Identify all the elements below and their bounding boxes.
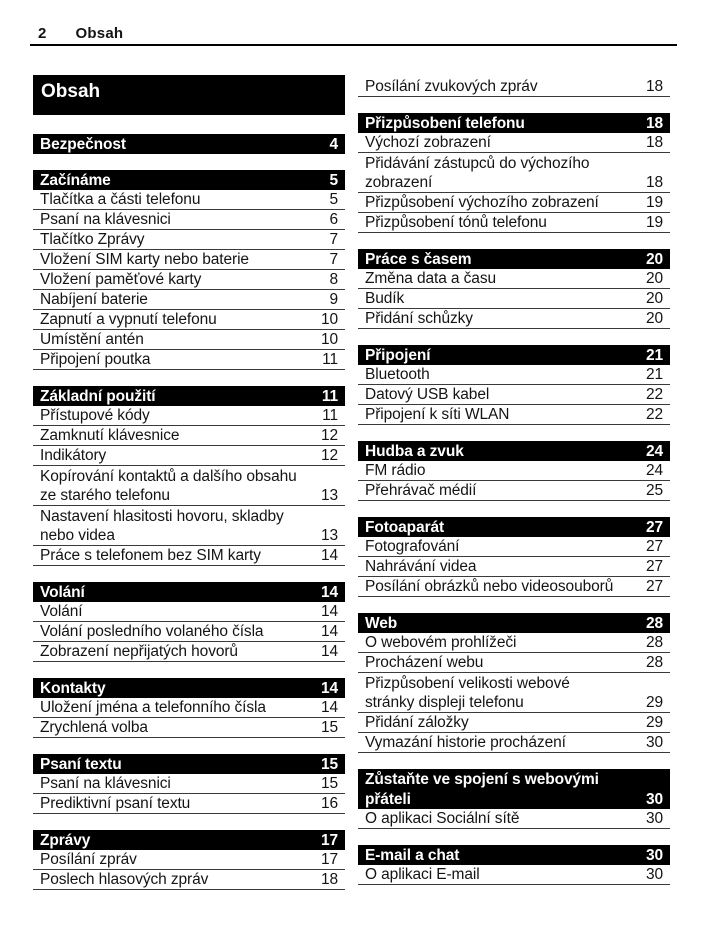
- toc-entry[interactable]: [33, 466, 345, 486]
- entry-page-number: 13: [320, 487, 338, 504]
- entry-page-number: 24: [645, 462, 663, 479]
- entry-title: Přidání záložky: [365, 714, 469, 731]
- entry-title: Přístupové kódy: [40, 407, 150, 424]
- entry-page-number: 11: [322, 407, 338, 424]
- entry-title: Přehrávač médií: [365, 482, 477, 499]
- section-title: Práce s časem: [365, 251, 472, 268]
- section-title: Web: [365, 615, 398, 632]
- page-header-title: Obsah: [75, 25, 124, 42]
- entry-title: Výchozí zobrazení: [365, 134, 491, 151]
- toc-entry[interactable]: [33, 426, 345, 446]
- entry-title: O webovém prohlížeči: [365, 634, 517, 651]
- toc-section: [33, 134, 345, 154]
- toc-entry[interactable]: [33, 546, 345, 566]
- entry-title: Přidávání zástupců do výchozího: [365, 155, 590, 172]
- toc-section: [33, 170, 345, 370]
- toc-entry[interactable]: [358, 461, 670, 481]
- entry-page-number: 8: [329, 271, 338, 288]
- entry-page-number: 28: [645, 634, 663, 651]
- entry-title: Umístění antén: [40, 331, 144, 348]
- entry-title: Zrychlená volba: [40, 719, 148, 736]
- section-page-number: 5: [329, 172, 338, 189]
- entry-page-number: 19: [645, 214, 663, 231]
- toc-entry[interactable]: [358, 173, 670, 193]
- entry-title: Volání: [40, 603, 83, 620]
- entry-title: O aplikaci E-mail: [365, 866, 480, 883]
- toc-entry[interactable]: [33, 774, 345, 794]
- toc-entry[interactable]: [33, 506, 345, 526]
- entry-page-number: 27: [645, 578, 663, 595]
- section-page-number: 27: [645, 519, 663, 536]
- entry-title: nebo videa: [40, 527, 115, 544]
- entry-title: Zapnutí a vypnutí telefonu: [40, 311, 217, 328]
- toc-section: [358, 613, 670, 753]
- toc-section-header[interactable]: [358, 441, 670, 461]
- toc-section: [358, 845, 670, 885]
- toc-section-header[interactable]: [358, 845, 670, 865]
- entry-title: Přizpůsobení výchozího zobrazení: [365, 194, 599, 211]
- entry-title: Budík: [365, 290, 405, 307]
- section-title: Psaní textu: [40, 756, 122, 773]
- toc-entry[interactable]: [358, 557, 670, 577]
- page-number: 2: [38, 25, 47, 42]
- toc-entry[interactable]: [33, 230, 345, 250]
- entry-page-number: 27: [645, 538, 663, 555]
- entry-title: O aplikaci Sociální sítě: [365, 810, 520, 827]
- toc-entry[interactable]: [358, 133, 670, 153]
- entry-page-number: 5: [329, 191, 338, 208]
- toc-entry[interactable]: [33, 698, 345, 718]
- section-title: Bezpečnost: [40, 136, 126, 153]
- entry-page-number: 20: [645, 290, 663, 307]
- entry-page-number: 10: [320, 311, 338, 328]
- entry-page-number: 29: [645, 694, 663, 711]
- toc-section: [33, 754, 345, 814]
- entry-title: Tlačítka a části telefonu: [40, 191, 201, 208]
- toc-section: [358, 113, 670, 233]
- section-page-number: 17: [320, 832, 338, 849]
- toc-section-header[interactable]: [358, 613, 670, 633]
- entry-page-number: 21: [645, 366, 663, 383]
- toc-section-header[interactable]: [358, 769, 670, 789]
- entry-page-number: 9: [329, 291, 338, 308]
- toc-section-header[interactable]: [33, 170, 345, 190]
- toc-section-header[interactable]: [33, 386, 345, 406]
- section-page-number: 14: [320, 584, 338, 601]
- toc-entry[interactable]: [33, 486, 345, 506]
- entry-page-number: 14: [320, 623, 338, 640]
- entry-page-number: 15: [320, 719, 338, 736]
- entry-page-number: 12: [320, 427, 338, 444]
- entry-title: stránky displeji telefonu: [365, 694, 524, 711]
- toc-section-header[interactable]: [358, 517, 670, 537]
- toc-entry[interactable]: [33, 718, 345, 738]
- entry-title: Zobrazení nepřijatých hovorů: [40, 643, 238, 660]
- section-page-number: 4: [329, 136, 338, 153]
- entry-page-number: 7: [329, 251, 338, 268]
- toc-entry[interactable]: [33, 210, 345, 230]
- entry-page-number: 30: [645, 734, 663, 751]
- entry-title: Posílání zvukových zpráv: [365, 78, 538, 95]
- toc-section: [358, 77, 670, 97]
- entry-page-number: 29: [645, 714, 663, 731]
- entry-title: Přidání schůzky: [365, 310, 473, 327]
- toc-entry[interactable]: [358, 365, 670, 385]
- toc-entry[interactable]: [33, 870, 345, 890]
- entry-title: Procházení webu: [365, 654, 484, 671]
- section-title: Připojení: [365, 347, 431, 364]
- entry-title: Psaní na klávesnici: [40, 775, 171, 792]
- entry-title: Kopírování kontaktů a dalšího obsahu: [40, 468, 297, 485]
- entry-page-number: 12: [320, 447, 338, 464]
- entry-title: Vložení SIM karty nebo baterie: [40, 251, 249, 268]
- toc-entry[interactable]: [33, 270, 345, 290]
- toc-section: [358, 345, 670, 425]
- entry-title: Přizpůsobení velikosti webové: [365, 675, 570, 692]
- entry-page-number: 16: [320, 795, 338, 812]
- section-page-number: 30: [645, 791, 663, 808]
- toc-entry[interactable]: [358, 537, 670, 557]
- toc-entry[interactable]: [33, 850, 345, 870]
- toc-entry[interactable]: [358, 577, 670, 597]
- entry-page-number: 14: [320, 547, 338, 564]
- toc-section-header[interactable]: [358, 249, 670, 269]
- entry-page-number: 13: [320, 527, 338, 544]
- toc-entry[interactable]: [358, 633, 670, 653]
- toc-section-header[interactable]: [33, 830, 345, 850]
- entry-page-number: 18: [645, 174, 663, 191]
- toc-entry[interactable]: [33, 622, 345, 642]
- entry-page-number: 20: [645, 310, 663, 327]
- entry-page-number: 18: [320, 871, 338, 888]
- toc-section: [358, 249, 670, 329]
- toc-section: [33, 386, 345, 566]
- toc-entry[interactable]: [358, 385, 670, 405]
- entry-page-number: 28: [645, 654, 663, 671]
- toc-entry[interactable]: [33, 350, 345, 370]
- entry-title: Zamknutí klávesnice: [40, 427, 180, 444]
- section-page-number: 30: [645, 847, 663, 864]
- toc-entry[interactable]: [358, 673, 670, 693]
- section-page-number: 28: [645, 615, 663, 632]
- entry-title: FM rádio: [365, 462, 426, 479]
- toc-entry[interactable]: [33, 446, 345, 466]
- toc-section-header[interactable]: [358, 789, 670, 809]
- entry-title: Uložení jména a telefonního čísla: [40, 699, 266, 716]
- entry-page-number: 18: [645, 134, 663, 151]
- entry-title: Volání posledního volaného čísla: [40, 623, 264, 640]
- toc-section: [33, 830, 345, 890]
- entry-page-number: 19: [645, 194, 663, 211]
- entry-title: Poslech hlasových zpráv: [40, 871, 209, 888]
- section-page-number: 21: [645, 347, 663, 364]
- entry-page-number: 11: [322, 351, 338, 368]
- toc-section-header[interactable]: [358, 345, 670, 365]
- toc-entry[interactable]: [33, 642, 345, 662]
- section-page-number: 20: [645, 251, 663, 268]
- entry-title: Posílání obrázků nebo videosouborů: [365, 578, 614, 595]
- toc-entry[interactable]: [358, 481, 670, 501]
- entry-title: Indikátory: [40, 447, 107, 464]
- entry-title: Psaní na klávesnici: [40, 211, 171, 228]
- section-title: Volání: [40, 584, 85, 601]
- section-title: Základní použití: [40, 388, 156, 405]
- entry-title: ze starého telefonu: [40, 487, 170, 504]
- entry-title: Datový USB kabel: [365, 386, 490, 403]
- entry-page-number: 30: [645, 810, 663, 827]
- toc-entry[interactable]: [33, 406, 345, 426]
- entry-page-number: 18: [645, 78, 663, 95]
- toc-column-right: [358, 77, 670, 901]
- toc-entry[interactable]: [33, 526, 345, 546]
- toc-section: [33, 582, 345, 662]
- entry-page-number: 22: [645, 406, 663, 423]
- toc-section-header[interactable]: [33, 678, 345, 698]
- toc-entry[interactable]: [358, 193, 670, 213]
- section-title: Začínáme: [40, 172, 111, 189]
- toc-entry[interactable]: [33, 250, 345, 270]
- entry-page-number: 14: [320, 643, 338, 660]
- toc-entry[interactable]: [358, 653, 670, 673]
- entry-title: Přizpůsobení tónů telefonu: [365, 214, 547, 231]
- toc-column-left: [33, 75, 345, 906]
- section-title: Přizpůsobení telefonu: [365, 115, 525, 132]
- entry-title: Posílání zpráv: [40, 851, 137, 868]
- entry-title: Vymazání historie procházení: [365, 734, 566, 751]
- toc-section: [358, 441, 670, 501]
- section-page-number: 24: [645, 443, 663, 460]
- entry-title: zobrazení: [365, 174, 433, 191]
- toc-entry[interactable]: [358, 713, 670, 733]
- entry-page-number: 20: [645, 270, 663, 287]
- section-title: Fotoaparát: [365, 519, 445, 536]
- section-title: Hudba a zvuk: [365, 443, 464, 460]
- page-header: [38, 25, 123, 42]
- toc-entry[interactable]: [33, 290, 345, 310]
- toc-entry[interactable]: [358, 77, 670, 97]
- entry-page-number: 7: [329, 231, 338, 248]
- toc-entry[interactable]: [358, 405, 670, 425]
- toc-entry[interactable]: [33, 310, 345, 330]
- entry-title: Připojení poutka: [40, 351, 151, 368]
- toc-entry[interactable]: [33, 794, 345, 814]
- section-page-number: 11: [321, 388, 338, 405]
- entry-page-number: 15: [320, 775, 338, 792]
- entry-page-number: 25: [645, 482, 663, 499]
- entry-page-number: 6: [329, 211, 338, 228]
- toc-entry[interactable]: [358, 289, 670, 309]
- section-title: E-mail a chat: [365, 847, 460, 864]
- section-title: Zprávy: [40, 832, 91, 849]
- toc-section-header[interactable]: [33, 582, 345, 602]
- entry-title: Práce s telefonem bez SIM karty: [40, 547, 261, 564]
- toc-section: [358, 517, 670, 597]
- entry-title: Nabíjení baterie: [40, 291, 148, 308]
- entry-title: Vložení paměťové karty: [40, 271, 202, 288]
- toc-entry[interactable]: [358, 809, 670, 829]
- toc-entry[interactable]: [358, 309, 670, 329]
- entry-page-number: 17: [320, 851, 338, 868]
- entry-page-number: 14: [320, 699, 338, 716]
- toc-left-sections: [33, 134, 345, 890]
- toc-entry[interactable]: [358, 733, 670, 753]
- entry-title: Tlačítko Zprávy: [40, 231, 145, 248]
- toc-section-header[interactable]: [33, 754, 345, 774]
- section-title: Kontakty: [40, 680, 106, 697]
- section-page-number: 15: [320, 756, 338, 773]
- entry-title: Připojení k síti WLAN: [365, 406, 510, 423]
- toc-entry[interactable]: [358, 693, 670, 713]
- section-title: přáteli: [365, 791, 411, 808]
- toc-entry[interactable]: [358, 865, 670, 885]
- entry-page-number: 27: [645, 558, 663, 575]
- toc-entry[interactable]: [33, 330, 345, 350]
- entry-title: Změna data a času: [365, 270, 496, 287]
- entry-page-number: 14: [320, 603, 338, 620]
- entry-title: Bluetooth: [365, 366, 430, 383]
- section-title: Zůstaňte ve spojení s webovými: [365, 771, 599, 788]
- section-page-number: 14: [320, 680, 338, 697]
- entry-page-number: 10: [320, 331, 338, 348]
- toc-entry[interactable]: [33, 602, 345, 622]
- entry-page-number: 22: [645, 386, 663, 403]
- entry-title: Fotografování: [365, 538, 460, 555]
- entry-title: Nahrávání videa: [365, 558, 477, 575]
- section-page-number: 18: [645, 115, 663, 132]
- toc-entry[interactable]: [358, 213, 670, 233]
- toc-entry[interactable]: [358, 153, 670, 173]
- toc-section: [33, 678, 345, 738]
- toc-entry[interactable]: [358, 269, 670, 289]
- toc-section: [358, 769, 670, 829]
- toc-section-header[interactable]: [33, 134, 345, 154]
- entry-title: Prediktivní psaní textu: [40, 795, 191, 812]
- entry-page-number: 30: [645, 866, 663, 883]
- toc-section-header[interactable]: [358, 113, 670, 133]
- header-rule: [30, 44, 677, 46]
- toc-title-box: Obsah: [33, 75, 345, 115]
- entry-title: Nastavení hlasitosti hovoru, skladby: [40, 508, 284, 525]
- toc-entry[interactable]: [33, 190, 345, 210]
